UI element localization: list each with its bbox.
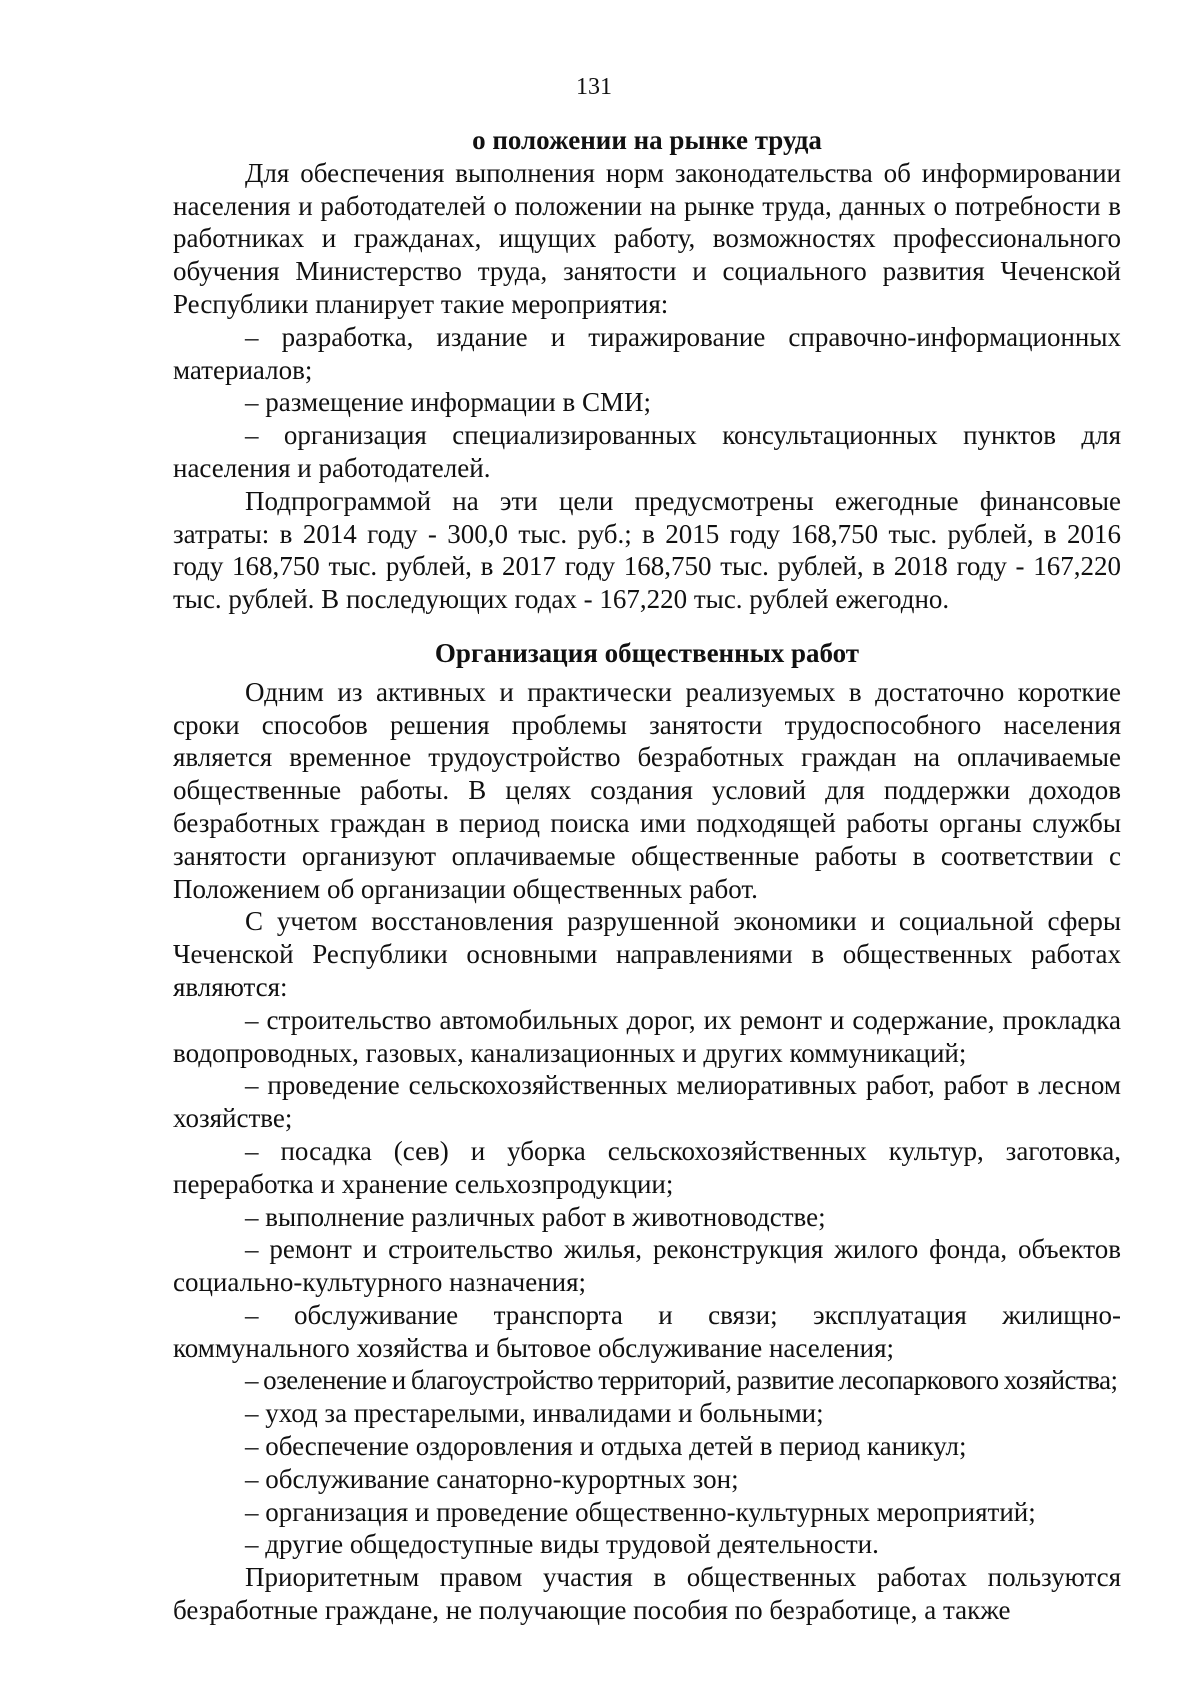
list-item: – озеленение и благоустройство территорий, развитие лесопаркового хозяйства;: [245, 1365, 1118, 1396]
list-item: – размещение информации в СМИ;: [245, 387, 651, 418]
list-item: – обслуживание санаторно-курортных зон;: [245, 1463, 739, 1494]
list-item: – уход за престарелыми, инвалидами и больными;: [245, 1398, 824, 1429]
list-item: – обеспечение оздоровления и отдыха детей в период каникул;: [245, 1431, 967, 1462]
list-item: – обслуживание транспорта и связи; эксплуатация жилищно-коммунального хозяйства и бытовое обслуживание населения;: [173, 1299, 1121, 1363]
list-item: – ремонт и строительство жилья, реконструкция жилого фонда, объектов социально-культурного назначения;: [173, 1234, 1121, 1298]
paragraph-funding: Подпрограммой на эти цели предусмотрены ежегодные финансовые затраты: в 2014 году - 300,0 тыс. руб.; в 2015 году 168,750 тыс. рублей, в 2016 году 168,750 тыс. рублей, в 2017 году 168,750 тыс. рублей, в 2018 году - 167,220 тыс. рублей. В последующих годах - 167,220 тыс. рублей ежегодно.: [173, 485, 1121, 615]
list-item: – строительство автомобильных дорог, их ремонт и содержание, прокладка водопроводных, газовых, канализационных и других коммуникаций;: [173, 1004, 1121, 1068]
list-item: – другие общедоступные виды трудовой деятельности.: [245, 1529, 879, 1560]
list-item: – посадка (сев) и уборка сельскохозяйственных культур, заготовка, переработка и хранение сельхозпродукции;: [173, 1135, 1121, 1199]
list-item: – разработка, издание и тиражирование справочно-информационных материалов;: [173, 321, 1121, 385]
paragraph: Одним из активных и практически реализуемых в достаточно короткие сроки способов решения проблемы занятости трудоспособного населения является временное трудоустройство безработных граждан на оплачиваемые общественные работы. В целях создания условий для поддержки доходов безработных граждан в период поиска ими подходящей работы органы службы занятости организуют оплачиваемые общественные работы в соответствии с Положением об организации общественных работ.: [173, 676, 1121, 904]
list-item: – организация специализированных консультационных пунктов для населения и работодателей.: [173, 420, 1121, 483]
page-number: 131: [576, 74, 612, 100]
section-heading: Организация общественных работ: [434, 637, 860, 668]
list-item: – проведение сельскохозяйственных мелиоративных работ, работ в лесном хозяйстве;: [173, 1070, 1121, 1134]
paragraph: Приоритетным правом участия в общественных работах пользуются безработные граждане, не получающие пособия по безработице, а также: [173, 1562, 1121, 1626]
paragraph-intro: Для обеспечения выполнения норм законодательства об информировании населения и работодателей о положении на рынке труда, данных о потребности в работниках и гражданах, ищущих работу, возможностях профессионального обучения Министерство труда, занятости и социального развития Чеченской Республики планирует такие мероприятия:: [173, 157, 1121, 319]
list-item: – выполнение различных работ в животноводстве;: [245, 1201, 826, 1232]
paragraph: С учетом восстановления разрушенной экономики и социальной сферы Чеченской Республики основными направлениями в общественных работах являются:: [173, 906, 1121, 1002]
list-item: – организация и проведение общественно-культурных мероприятий;: [245, 1496, 1036, 1527]
page-content: [173, 124, 1121, 1627]
subsection-heading: о положении на рынке труда: [472, 125, 822, 155]
